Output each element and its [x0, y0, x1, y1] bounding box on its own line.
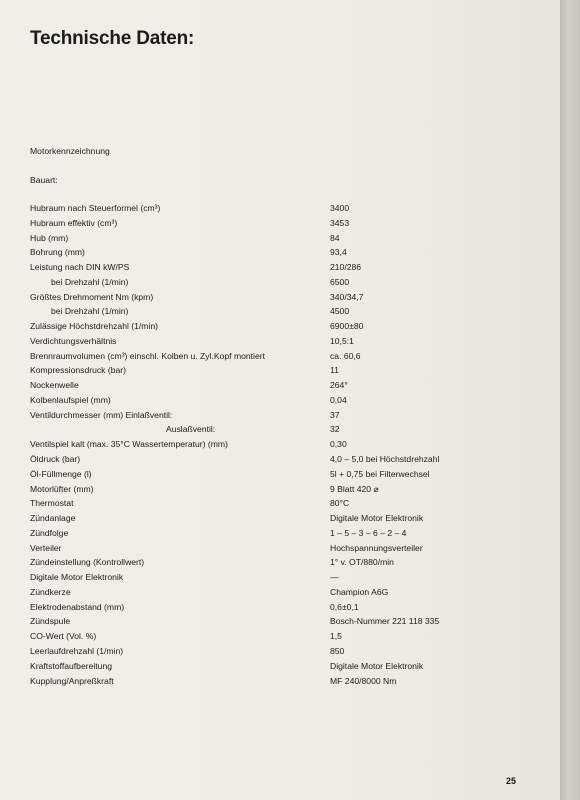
spec-row — [0, 629, 560, 644]
spec-row — [0, 393, 560, 408]
spec-name: Leistung nach DIN kW/PS — [30, 262, 130, 273]
spec-row — [0, 260, 560, 275]
spec-value: 850 — [330, 645, 345, 656]
spec-name: Größtes Drehmoment Nm (kpm) — [30, 291, 154, 302]
spec-name: Zündkerze — [30, 586, 71, 597]
spec-row — [0, 245, 560, 260]
spec-row — [0, 600, 560, 615]
spec-row — [0, 304, 560, 319]
spec-value: MF 240/8000 Nm — [330, 675, 397, 686]
spec-value: 10,5:1 — [330, 335, 354, 346]
spec-name: Zündspule — [30, 616, 71, 627]
spec-row — [0, 674, 560, 689]
spec-row — [0, 216, 560, 231]
spec-value: 3453 — [330, 217, 350, 228]
spec-name: Thermostat — [30, 498, 74, 509]
spec-name: Leerlaufdrehzahl (1/min) — [30, 645, 124, 656]
spec-row — [0, 452, 560, 467]
spec-value: 32 — [330, 424, 340, 435]
spec-value: 4500 — [330, 306, 350, 317]
spec-name: Hub (mm) — [30, 232, 69, 243]
spec-value: 340/34,7 — [330, 291, 364, 302]
spec-row — [0, 201, 560, 216]
spec-name: bei Drehzahl (1/min) — [51, 276, 129, 287]
spec-row — [0, 482, 560, 497]
spec-row — [0, 496, 560, 511]
spec-row — [0, 644, 560, 659]
spec-row — [0, 290, 560, 305]
spec-row — [0, 349, 560, 364]
spec-row — [0, 334, 560, 349]
spec-value: 0,30 — [330, 439, 347, 450]
spec-name: Auslaßventil: — [166, 424, 216, 435]
spec-value: 1,5 — [330, 631, 342, 642]
spec-value: 37 — [330, 409, 340, 420]
spec-row — [0, 275, 560, 290]
spec-name: bei Drehzahl (1/min) — [51, 306, 129, 317]
spec-value: 4,0 – 5,0 bei Höchstdrehzahl — [330, 454, 440, 465]
spec-row — [0, 555, 560, 570]
spec-value: 93,4 — [330, 247, 347, 258]
spec-name: CO-Wert (Vol. %) — [30, 631, 97, 642]
spec-value: 5l + 0,75 bei Filterwechsel — [330, 468, 430, 479]
spec-name: Digitale Motor Elektronik — [30, 572, 124, 583]
page-title: Technische Daten: — [30, 28, 195, 49]
spec-name: Hubraum nach Steuerformel (cm³) — [30, 203, 161, 213]
spec-name: Kraftstoffaufbereitung — [30, 660, 113, 671]
spec-row — [0, 378, 560, 393]
spec-row — [0, 541, 560, 556]
spec-name: Zündanlage — [30, 513, 76, 524]
spec-name: Verdichtungsverhältnis — [30, 335, 117, 346]
spec-name: Kolbenlaufspiel (mm) — [30, 394, 111, 405]
spec-value: Digitale Motor Elektronik — [330, 660, 424, 671]
spec-value: 0,6±0,1 — [330, 601, 359, 612]
spec-name: Ventilspiel kalt (max. 35°C Wassertemperatur) (mm) — [30, 439, 228, 450]
spec-name: Öldruck (bar) — [30, 454, 81, 465]
spec-value: 0,04 — [330, 394, 347, 405]
spec-value: — — [330, 572, 339, 583]
spec-row — [0, 231, 560, 246]
spec-value: 1° v. OT/880/min — [330, 557, 394, 568]
page-number: 25 — [506, 776, 517, 786]
spec-row — [0, 408, 560, 423]
spec-value: 264° — [330, 380, 348, 391]
spec-name: Zündfolge — [30, 527, 69, 538]
spec-value: Bosch-Nummer 221 118 335 — [330, 616, 440, 627]
spec-value: 80°C — [330, 498, 350, 509]
spec-name: Elektrodenabstand (mm) — [30, 601, 125, 612]
spec-row — [0, 319, 560, 334]
spec-value: Champion A6G — [330, 586, 389, 597]
spec-value: 1 – 5 – 3 – 6 – 2 – 4 — [330, 527, 407, 538]
spec-row — [0, 422, 560, 437]
spec-name: Zulässige Höchstdrehzahl (1/min) — [30, 321, 159, 332]
spec-value: 6900±80 — [330, 321, 364, 332]
spec-name: Kompressionsdruck (bar) — [30, 365, 126, 376]
spec-value: 3400 — [330, 203, 350, 213]
spec-row — [0, 585, 560, 600]
spec-row — [0, 437, 560, 452]
page-edge-shadow — [560, 0, 580, 800]
spec-value: 210/286 — [330, 262, 362, 273]
spec-row — [0, 570, 560, 585]
spec-name: Bohrung (mm) — [30, 247, 85, 258]
spec-name: Öl-Füllmenge (l) — [30, 468, 92, 479]
spec-value: ca. 60,6 — [330, 350, 361, 361]
spec-value: 6500 — [330, 276, 350, 287]
spec-row — [0, 511, 560, 526]
spec-value: 9 Blatt 420 ⌀ — [330, 483, 379, 494]
spec-row — [0, 467, 560, 482]
spec-name: Verteiler — [30, 542, 62, 553]
design-label: Bauart: — [30, 175, 58, 185]
spec-row — [0, 614, 560, 629]
spec-value: 84 — [330, 232, 340, 243]
spec-name: Kupplung/Anpreßkraft — [30, 675, 114, 686]
spec-name: Brennraumvolumen (cm³) einschl. Kolben u. Zyl.Kopf montiert — [30, 350, 265, 361]
spec-row — [0, 363, 560, 378]
spec-name: Hubraum effektiv (cm³) — [30, 217, 118, 228]
spec-name: Zündeinstellung (Kontrollwert) — [30, 557, 145, 568]
spec-value: 11 — [330, 365, 339, 376]
spec-row — [0, 659, 560, 674]
spec-name: Motorlüfter (mm) — [30, 483, 94, 494]
engine-code-label: Motorkennzeichnung — [30, 146, 110, 156]
spec-table — [0, 201, 560, 688]
spec-value: Digitale Motor Elektronik — [330, 513, 424, 524]
spec-value: Hochspannungsverteiler — [330, 542, 423, 553]
spec-row — [0, 526, 560, 541]
spec-name: Ventildurchmesser (mm) Einlaßventil: — [30, 409, 173, 420]
spec-name: Nockenwelle — [30, 380, 79, 391]
